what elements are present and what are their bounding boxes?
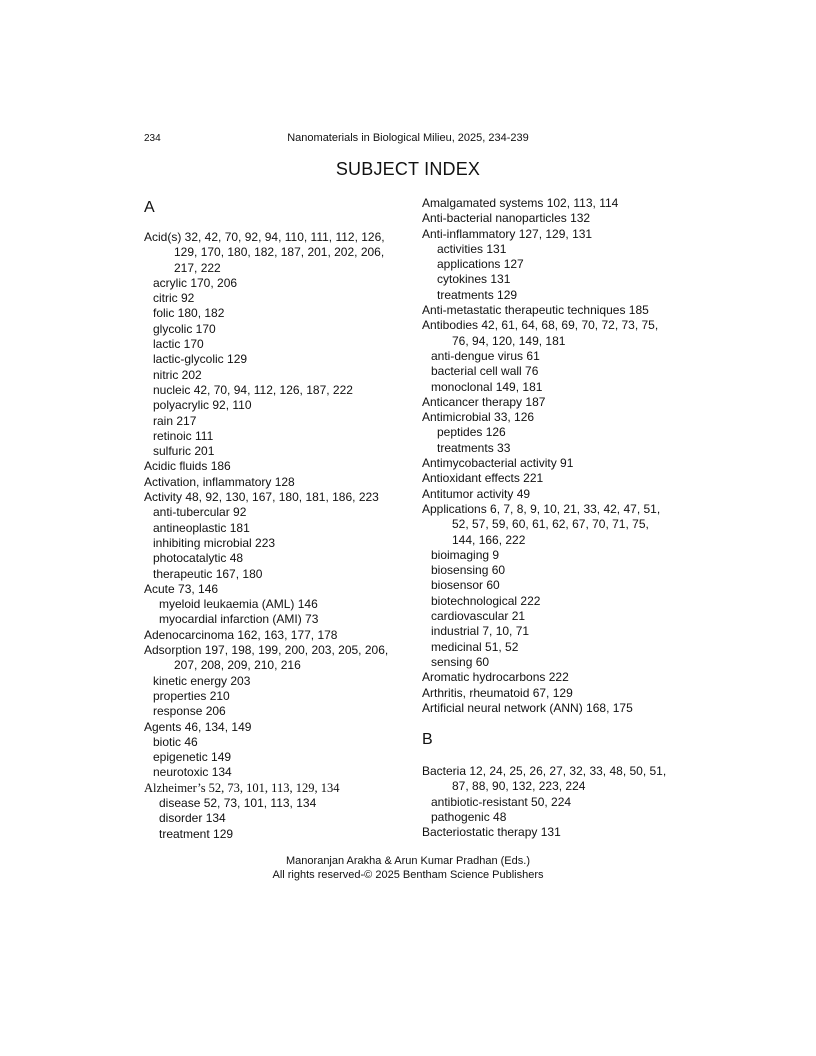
index-entry-continued: 87, 88, 90, 132, 223, 224 [452,779,586,794]
index-entry: Antimicrobial 33, 126 [422,410,535,425]
index-entry: Amalgamated systems 102, 113, 114 [422,196,619,210]
index-subentry: biotechnological 222 [431,593,541,608]
index-subentry: applications 127 [437,257,524,272]
index-subentry: lactic-glycolic 129 [153,352,248,367]
index-entry-continued: 144, 166, 222 [452,532,526,547]
index-entry-continued: 129, 170, 180, 182, 187, 201, 202, 206, [174,245,385,260]
index-entry: Arthritis, rheumatoid 67, 129 [422,685,573,700]
index-subentry: pathogenic 48 [431,809,507,824]
index-column-right [422,196,692,841]
index-subentry: rain 217 [153,413,197,428]
index-subentry: treatments 129 [437,287,518,302]
index-entry: Adenocarcinoma 162, 163, 177, 178 [144,627,338,642]
index-subentry: sulfuric 201 [153,444,215,459]
index-subentry: anti-dengue virus 61 [431,348,540,363]
index-subentry: therapeutic 167, 180 [153,566,263,581]
index-subentry: cytokines 131 [437,272,511,287]
index-subentry: treatment 129 [159,826,234,841]
index-subentry: nitric 202 [153,367,202,382]
index-entry-continued: 76, 94, 120, 149, 181 [452,333,566,348]
index-entry: Antimycobacterial activity 91 [422,456,574,471]
index-entry-continued: 207, 208, 209, 210, 216 [174,658,301,673]
page-footer [0,854,816,882]
index-subentry: disorder 134 [159,811,226,826]
section-letter-a: A [144,199,155,216]
index-subentry: cardiovascular 21 [431,609,526,624]
index-subentry: biosensor 60 [431,578,500,593]
index-entry: Anti-metastatic therapeutic techniques 185 [422,303,649,318]
index-subentry: retinoic 111 [153,428,214,443]
index-entry: Artificial neural network (ANN) 168, 175 [422,700,633,715]
index-subentry: peptides 126 [437,425,506,440]
index-entry: Activation, inflammatory 128 [144,474,295,489]
index-subentry: photocatalytic 48 [153,551,244,566]
index-subentry: citric 92 [153,291,195,306]
index-entry: Antitumor activity 49 [422,486,531,501]
page-number: 234 [144,133,161,144]
index-subentry: bacterial cell wall 76 [431,364,539,379]
index-entry: Antioxidant effects 221 [422,471,544,486]
index-entry: Adsorption 197, 198, 199, 200, 203, 205, 206, [144,643,389,658]
index-entry: Applications 6, 7, 8, 9, 10, 21, 33, 42, 47, 51, [422,501,661,516]
index-subentry: inhibiting microbial 223 [153,535,276,550]
page-title: SUBJECT INDEX [335,159,481,179]
index-entry: Activity 48, 92, 130, 167, 180, 181, 186, 223 [144,490,379,505]
index-subentry: activities 131 [437,241,507,256]
index-subentry: anti-tubercular 92 [153,505,247,520]
index-entry: Antibodies 42, 61, 64, 68, 69, 70, 72, 73, 75, [422,318,659,333]
index-subentry: antibiotic-resistant 50, 224 [431,794,572,809]
index-subentry: folic 180, 182 [153,306,225,321]
index-subentry: medicinal 51, 52 [431,639,519,654]
index-entry: Alzheimer’s 52, 73, 101, 113, 129, 134 [144,780,340,795]
footer-editors: Manoranjan Arakha & Arun Kumar Pradhan (Eds.) [286,855,530,867]
index-subentry: polyacrylic 92, 110 [153,398,252,413]
index-entry: Aromatic hydrocarbons 222 [422,670,569,685]
index-subentry: myocardial infarction (AMI) 73 [159,612,319,627]
index-subentry: neurotoxic 134 [153,765,232,780]
index-subentry: kinetic energy 203 [153,673,251,688]
index-entry: Acid(s) 32, 42, 70, 92, 94, 110, 111, 112, 126, [144,230,385,244]
index-entry: Anti-bacterial nanoparticles 132 [422,211,591,226]
index-subentry: antineoplastic 181 [153,520,250,535]
index-subentry: treatments 33 [437,440,511,455]
index-entry: Acidic fluids 186 [144,459,231,474]
index-entry-continued: 52, 57, 59, 60, 61, 62, 67, 70, 71, 75, [452,517,649,532]
index-subentry: industrial 7, 10, 71 [431,624,530,639]
index-subentry: lactic 170 [153,337,204,352]
index-subentry: myeloid leukaemia (AML) 146 [159,597,318,612]
index-subentry: biosensing 60 [431,563,506,578]
section-letter-b: B [422,731,433,749]
index-subentry: properties 210 [153,688,230,703]
index-subentry: acrylic 170, 206 [153,275,238,290]
index-subentry: sensing 60 [431,654,490,669]
index-subentry: response 206 [153,704,226,719]
index-entry: Anticancer therapy 187 [422,394,546,409]
index-entry: Bacteria 12, 24, 25, 26, 27, 32, 33, 48, 50, 51, [422,764,667,779]
index-subentry: epigenetic 149 [153,750,232,765]
index-subentry: biotic 46 [153,734,198,749]
index-entry: Agents 46, 134, 149 [144,719,252,734]
index-subentry: nucleic 42, 70, 94, 112, 126, 187, 222 [153,382,353,397]
footer-copyright: All rights reserved-© 2025 Bentham Science Publishers [272,869,544,881]
index-entry: Acute 73, 146 [144,581,219,596]
index-entry-continued: 217, 222 [174,260,221,275]
running-head: Nanomaterials in Biological Milieu, 2025, 234-239 [287,132,529,144]
section-gap [422,716,692,728]
index-column-left [144,196,424,842]
index-subentry: monoclonal 149, 181 [431,379,543,394]
index-subentry: disease 52, 73, 101, 113, 134 [159,795,317,810]
index-subentry: glycolic 170 [153,321,216,336]
index-entry: Bacteriostatic therapy 131 [422,825,561,840]
index-entry: Anti-inflammatory 127, 129, 131 [422,226,593,241]
index-subentry: bioimaging 9 [431,547,500,562]
